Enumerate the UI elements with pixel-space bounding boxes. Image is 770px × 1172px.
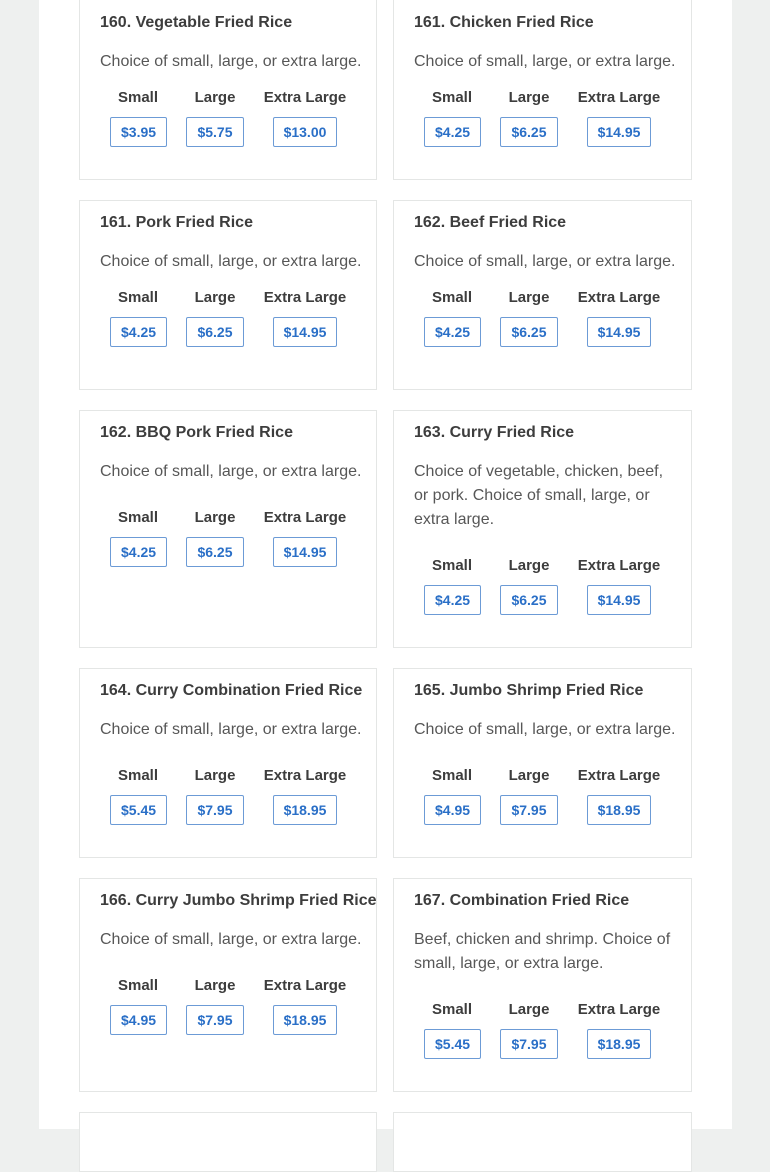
item-description: Choice of small, large, or extra large. bbox=[100, 53, 362, 70]
size-label-extra-large: Extra Large bbox=[263, 289, 347, 306]
menu-item-card[interactable] bbox=[79, 410, 377, 648]
price-button-extra-large[interactable]: $18.95 bbox=[587, 1029, 652, 1059]
size-label-extra-large: Extra Large bbox=[263, 767, 347, 784]
price-button-small[interactable]: $4.95 bbox=[110, 1005, 167, 1035]
size-label-large: Large bbox=[508, 89, 550, 106]
price-button-large[interactable]: $6.25 bbox=[186, 317, 243, 347]
menu-item-card[interactable] bbox=[393, 200, 692, 390]
size-label-large: Large bbox=[194, 89, 236, 106]
price-button-extra-large[interactable]: $18.95 bbox=[587, 795, 652, 825]
item-title: 163. Curry Fried Rice bbox=[414, 424, 575, 441]
size-label-large: Large bbox=[194, 977, 236, 994]
size-label-small: Small bbox=[431, 557, 473, 574]
price-button-small[interactable]: $5.45 bbox=[424, 1029, 481, 1059]
size-label-large: Large bbox=[194, 509, 236, 526]
price-button-small[interactable]: $4.25 bbox=[110, 537, 167, 567]
item-title: 162. Beef Fried Rice bbox=[414, 214, 567, 231]
menu-item-card[interactable] bbox=[79, 0, 377, 180]
item-title: 160. Vegetable Fried Rice bbox=[100, 14, 293, 31]
size-options bbox=[80, 767, 376, 827]
item-title: 164. Curry Combination Fried Rice bbox=[100, 682, 363, 699]
price-button-large[interactable]: $7.95 bbox=[186, 795, 243, 825]
price-button-extra-large[interactable]: $14.95 bbox=[587, 117, 652, 147]
menu-item-card[interactable] bbox=[393, 1112, 692, 1172]
price-button-large[interactable]: $6.25 bbox=[500, 585, 557, 615]
price-button-small[interactable]: $5.45 bbox=[110, 795, 167, 825]
size-label-small: Small bbox=[431, 89, 473, 106]
size-label-extra-large: Extra Large bbox=[577, 89, 661, 106]
size-options bbox=[394, 89, 691, 149]
price-button-large[interactable]: $7.95 bbox=[500, 1029, 557, 1059]
price-button-small[interactable]: $4.25 bbox=[424, 585, 481, 615]
item-description: Choice of small, large, or extra large. bbox=[100, 463, 362, 480]
item-description: Choice of small, large, or extra large. bbox=[414, 253, 676, 270]
size-label-large: Large bbox=[194, 289, 236, 306]
item-description: Choice of small, large, or extra large. bbox=[100, 931, 362, 948]
menu-item-card[interactable] bbox=[393, 410, 692, 648]
size-options bbox=[80, 89, 376, 149]
price-button-large[interactable]: $5.75 bbox=[186, 117, 243, 147]
price-button-small[interactable]: $4.25 bbox=[424, 117, 481, 147]
item-description: Beef, chicken and shrimp. Choice of small, large, or extra large. bbox=[414, 931, 671, 972]
menu-item-card[interactable] bbox=[79, 200, 377, 390]
item-title: 162. BBQ Pork Fried Rice bbox=[100, 424, 293, 441]
price-button-small[interactable]: $4.25 bbox=[110, 317, 167, 347]
size-options bbox=[394, 289, 691, 349]
item-title: 167. Combination Fried Rice bbox=[414, 892, 630, 909]
price-button-large[interactable]: $7.95 bbox=[500, 795, 557, 825]
item-title: 166. Curry Jumbo Shrimp Fried Rice bbox=[100, 892, 377, 909]
item-description: Choice of small, large, or extra large. bbox=[414, 53, 676, 70]
item-description: Choice of small, large, or extra large. bbox=[100, 721, 362, 738]
price-button-large[interactable]: $7.95 bbox=[186, 1005, 243, 1035]
menu-item-card[interactable] bbox=[79, 668, 377, 858]
menu-page bbox=[39, 0, 732, 1129]
item-title: 161. Pork Fried Rice bbox=[100, 214, 253, 231]
size-options bbox=[394, 557, 691, 617]
size-label-large: Large bbox=[508, 289, 550, 306]
size-options bbox=[80, 289, 376, 349]
price-button-small[interactable]: $4.25 bbox=[424, 317, 481, 347]
price-button-extra-large[interactable]: $18.95 bbox=[273, 1005, 338, 1035]
size-label-extra-large: Extra Large bbox=[263, 509, 347, 526]
size-label-small: Small bbox=[431, 767, 473, 784]
size-label-extra-large: Extra Large bbox=[577, 1001, 661, 1018]
size-label-small: Small bbox=[117, 767, 159, 784]
size-label-small: Small bbox=[117, 289, 159, 306]
size-label-small: Small bbox=[117, 977, 159, 994]
size-label-extra-large: Extra Large bbox=[577, 289, 661, 306]
price-button-large[interactable]: $6.25 bbox=[186, 537, 243, 567]
menu-item-card[interactable] bbox=[393, 668, 692, 858]
size-label-small: Small bbox=[431, 289, 473, 306]
size-options bbox=[80, 977, 376, 1037]
size-label-small: Small bbox=[117, 89, 159, 106]
size-label-large: Large bbox=[508, 1001, 550, 1018]
item-description: Choice of small, large, or extra large. bbox=[414, 721, 676, 738]
size-label-extra-large: Extra Large bbox=[577, 557, 661, 574]
price-button-large[interactable]: $6.25 bbox=[500, 317, 557, 347]
price-button-large[interactable]: $6.25 bbox=[500, 117, 557, 147]
price-button-extra-large[interactable]: $14.95 bbox=[587, 585, 652, 615]
size-label-extra-large: Extra Large bbox=[263, 977, 347, 994]
menu-item-card[interactable] bbox=[393, 878, 692, 1092]
size-label-small: Small bbox=[431, 1001, 473, 1018]
item-title: 161. Chicken Fried Rice bbox=[414, 14, 594, 31]
size-label-large: Large bbox=[508, 557, 550, 574]
item-description: Choice of small, large, or extra large. bbox=[100, 253, 362, 270]
price-button-small[interactable]: $3.95 bbox=[110, 117, 167, 147]
size-label-extra-large: Extra Large bbox=[577, 767, 661, 784]
menu-item-card[interactable] bbox=[79, 1112, 377, 1172]
price-button-small[interactable]: $4.95 bbox=[424, 795, 481, 825]
size-label-small: Small bbox=[117, 509, 159, 526]
price-button-extra-large[interactable]: $14.95 bbox=[273, 537, 338, 567]
size-label-extra-large: Extra Large bbox=[263, 89, 347, 106]
item-title: 165. Jumbo Shrimp Fried Rice bbox=[414, 682, 644, 699]
item-description: Choice of vegetable, chicken, beef, or pork. Choice of small, large, or extra large. bbox=[414, 463, 664, 528]
price-button-extra-large[interactable]: $13.00 bbox=[273, 117, 338, 147]
size-options bbox=[394, 767, 691, 827]
size-label-large: Large bbox=[508, 767, 550, 784]
size-options bbox=[394, 1001, 691, 1061]
size-options bbox=[80, 509, 376, 569]
menu-item-card[interactable] bbox=[79, 878, 377, 1092]
menu-item-card[interactable] bbox=[393, 0, 692, 180]
size-label-large: Large bbox=[194, 767, 236, 784]
price-button-extra-large[interactable]: $18.95 bbox=[273, 795, 338, 825]
price-button-extra-large[interactable]: $14.95 bbox=[587, 317, 652, 347]
price-button-extra-large[interactable]: $14.95 bbox=[273, 317, 338, 347]
